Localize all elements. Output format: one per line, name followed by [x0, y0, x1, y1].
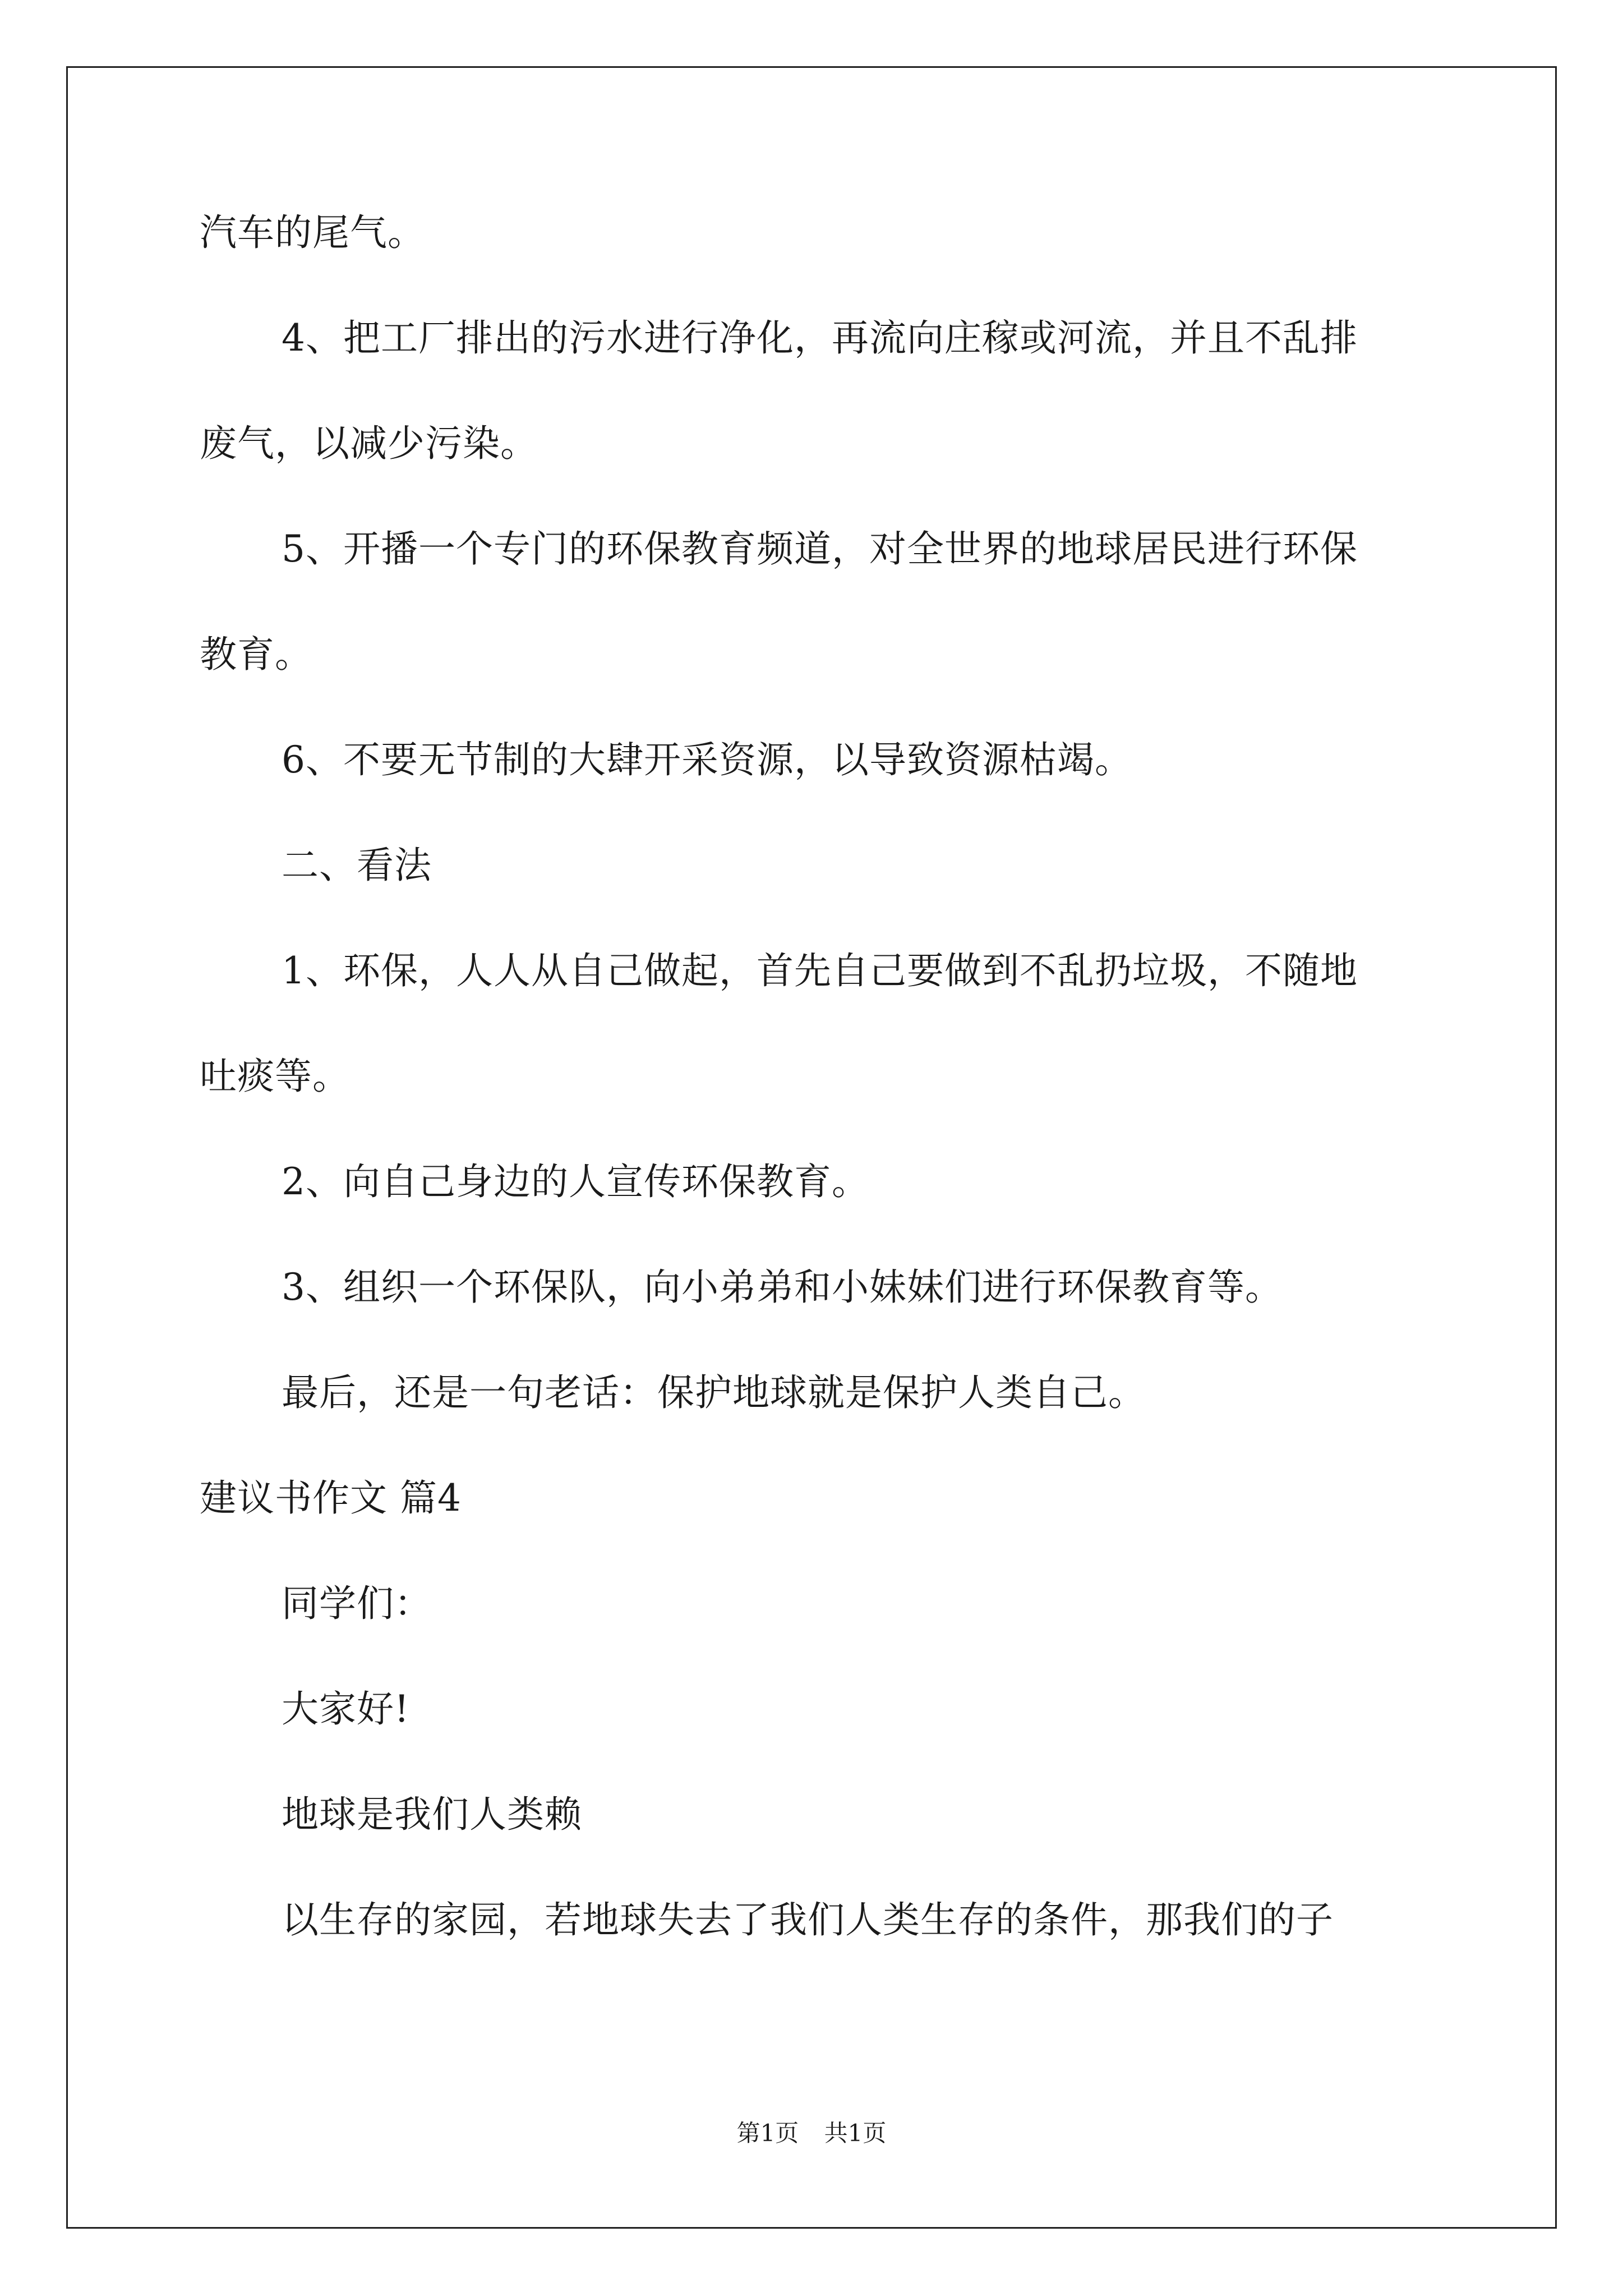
page-number: 第1页	[736, 2119, 799, 2147]
essay-title: 建议书作文 篇4	[200, 1476, 462, 1520]
paragraph: 6、不要无节制的大肆开采资源，以导致资源枯竭。	[282, 738, 1132, 781]
paragraph: 汽车的尾气。	[200, 211, 425, 254]
paragraph: 教育。	[200, 633, 312, 676]
paragraph: 5、开播一个专门的环保教育频道，对全世界的地球居民进行环保	[282, 527, 1358, 570]
paragraph: 最后，还是一句老话：保护地球就是保护人类自己。	[282, 1371, 1146, 1414]
paragraph: 吐痰等。	[200, 1055, 350, 1098]
page-footer	[0, 2119, 1623, 2147]
greeting: 大家好!	[282, 1687, 410, 1731]
paragraph: 3、组织一个环保队，向小弟弟和小妹妹们进行环保教育等。	[282, 1266, 1283, 1309]
paragraph: 2、向自己身边的人宣传环保教育。	[282, 1160, 869, 1203]
page-total: 共1页	[824, 2119, 887, 2147]
salutation: 同学们：	[282, 1582, 432, 1625]
paragraph: 1、环保，人人从自己做起，首先自己要做到不乱扔垃圾，不随地	[282, 949, 1358, 992]
section-heading: 二、看法	[282, 844, 432, 887]
paragraph: 废气，以减少污染。	[200, 422, 538, 465]
paragraph: 以生存的家园，若地球失去了我们人类生存的条件，那我们的子	[282, 1898, 1334, 1941]
document-body	[200, 211, 1433, 2007]
paragraph: 地球是我们人类赖	[282, 1793, 582, 1836]
paragraph: 4、把工厂排出的污水进行净化，再流向庄稼或河流，并且不乱排	[282, 316, 1358, 360]
